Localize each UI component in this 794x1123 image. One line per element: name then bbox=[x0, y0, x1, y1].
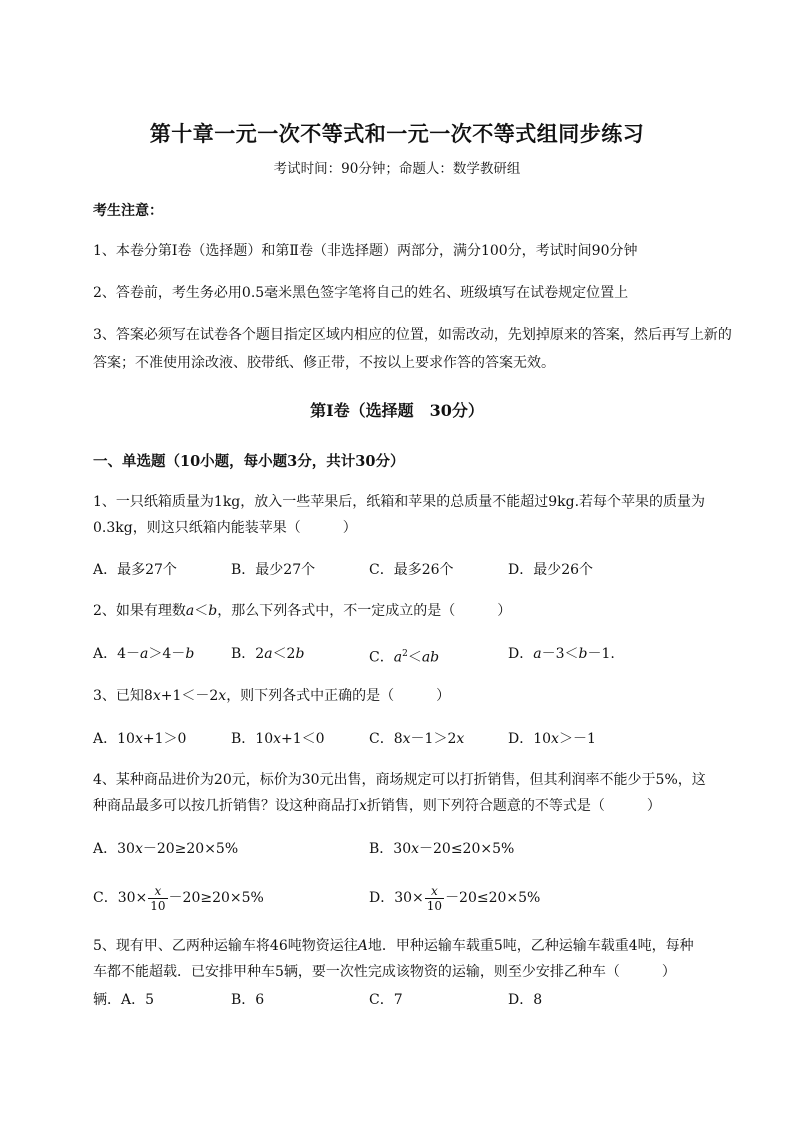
q5-option-a: 辆．A．5 bbox=[93, 992, 155, 1008]
notice-item-2: 2、答卷前，考生务必用0.5毫米黑色签字笔将自己的姓名、班级填写在试卷规定位置上 bbox=[93, 285, 629, 301]
q2-option-a: A．4－a＞4－b bbox=[93, 646, 195, 662]
fraction-x-over-10: $\frac{x}{10}$ bbox=[426, 883, 443, 913]
q4-option-b: B．30x－20≤20×5% bbox=[369, 841, 515, 857]
exam-subtitle: 考试时间：90分钟；命题人：数学教研组 bbox=[273, 161, 521, 177]
q1-option-d: D．最少26个 bbox=[508, 562, 594, 578]
q5-line-2: 车都不能超载．已安排甲种车5辆，要一次性完成该物资的运输，则至少安排乙种车（ ） bbox=[93, 964, 676, 980]
q4-option-a: A．30x－20≥20×5% bbox=[93, 841, 239, 857]
q1-option-b: B．最少27个 bbox=[231, 562, 316, 578]
notice-item-3: 3、答案必须写在试卷各个题目指定区域内相应的位置，如需改动，先划掉原来的答案，然后再写上新的答案；不准使用涂改液、胶带纸、修正带，不按以上要求作答的答案无效。 bbox=[93, 327, 732, 371]
q5-line-1: 5、现有甲、乙两种运输车将46吨物资运往A地．甲种运输车载重5吨，乙种运输车载重4吨，每种 bbox=[93, 938, 694, 954]
q4-option-c: C．30× $\frac{x}{10}$ －20≥20×5% bbox=[93, 883, 264, 913]
q5-option-b: B．6 bbox=[231, 992, 265, 1008]
notice-item-1: 1、本卷分第I卷（选择题）和第Ⅱ卷（非选择题）两部分，满分100分，考试时间90分钟 bbox=[93, 243, 638, 259]
part-title: 一、单选题（10小题，每小题3分，共计30分） bbox=[93, 453, 405, 470]
q2-option-c: C．$a^2<ab$ bbox=[369, 649, 440, 666]
q1-option-a: A．最多27个 bbox=[93, 562, 177, 578]
q2-option-d: D．a－3＜b－1. bbox=[508, 646, 615, 662]
q5-option-c: C．7 bbox=[369, 992, 403, 1008]
fraction-x-over-10: $\frac{x}{10}$ bbox=[150, 883, 166, 913]
q1-line-2: 0.3kg，则这只纸箱内能装苹果（ ） bbox=[93, 520, 357, 536]
q1-line-1: 1、一只纸箱质量为1kg，放入一些苹果后，纸箱和苹果的总质量不能超过9kg.若每个苹果的质量为 bbox=[93, 494, 706, 510]
q2-option-b: B．2a＜2b bbox=[231, 646, 305, 662]
q1-option-c: C．最多26个 bbox=[369, 562, 454, 578]
section-title: 第I卷（选择题 30分） bbox=[310, 401, 484, 420]
notice-heading: 考生注意： bbox=[93, 203, 163, 219]
q3-option-c: C．8x－1＞2x bbox=[369, 731, 465, 747]
q4-line-2: 种商品最多可以按几折销售？设这种商品打x折销售，则下列符合题意的不等式是（ ） bbox=[93, 798, 661, 814]
q4-option-d: D．30× $\frac{x}{10}$ －20≤20×5% bbox=[369, 883, 541, 913]
exam-title: 第十章一元一次不等式和一元一次不等式组同步练习 bbox=[149, 121, 645, 146]
q3-option-b: B．10x+1＜0 bbox=[231, 731, 325, 747]
q5-option-d: D．8 bbox=[508, 992, 543, 1008]
q4-line-1: 4、某种商品进价为20元，标价为30元出售，商场规定可以打折销售，但其利润率不能少于5%，这 bbox=[93, 772, 706, 788]
q3-stem: 3、已知8x+1＜－2x，则下列各式中正确的是（ ） bbox=[93, 688, 451, 704]
q3-option-d: D．10x＞－1 bbox=[508, 731, 596, 747]
q3-option-a: A．10x+1＞0 bbox=[93, 731, 187, 747]
q2-stem: 2、如果有理数a＜b，那么下列各式中，不一定成立的是（ ） bbox=[93, 603, 512, 619]
